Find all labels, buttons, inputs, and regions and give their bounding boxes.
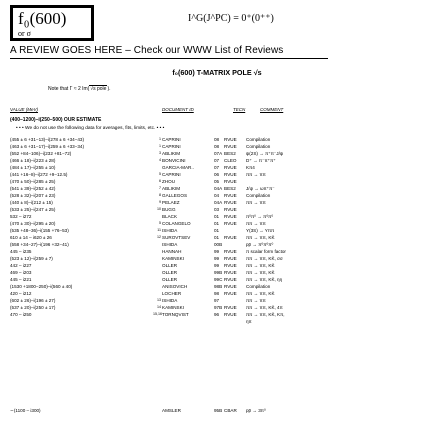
row-year: 01 [214,221,220,226]
row-tecn: RVUE [224,221,237,226]
column-header-comment: COMMENT [260,107,284,112]
row-docid[interactable]: ISHIDA [162,298,178,303]
table-row [10,298,430,305]
particle-alias: or σ [18,29,31,38]
row-docid[interactable]: TORNQVIST [162,312,189,317]
row-tecn: RVUE [224,277,237,282]
row-docid[interactable]: KAMINSKI [162,305,184,310]
row-value: (470 ± 30)–i(295 ± 20) [10,221,56,226]
row-year: 04A [214,200,223,205]
row-tecn: RVUE [224,263,237,268]
row-comment: ψ(2S) → π⁺π⁻J/ψ [246,151,284,156]
row-tecn: RVUE [224,179,237,184]
table-row [10,179,430,186]
row-docid[interactable]: AMSLER [162,408,181,413]
row-docid[interactable]: PELAEZ [162,200,180,205]
row-year: 08 [214,137,220,142]
row-footnote-ref[interactable]: 10 [157,207,161,211]
row-tecn: BES2 [224,186,236,191]
row-comment: D⁺ → π⁻π⁺π⁺ [246,158,276,163]
row-docid[interactable]: GARCIA-MAR.. [162,165,194,170]
row-comment: π⁰π⁰ → π⁰π⁰ [246,214,274,219]
column-header-value: VALUE (MeV) [10,107,39,112]
review-link[interactable]: A REVIEW GOES HERE – Check our WWW List of Reviews [10,45,284,56]
row-value: 445 – i235 [10,249,32,254]
row-tecn: RVUE [224,312,237,317]
row-footnote-ref[interactable]: 9 [159,200,161,204]
row-value: (440 ± 8)–i(212 ± 15) [10,200,53,205]
row-docid[interactable]: OLLER [162,270,178,275]
row-docid[interactable]: OLLER [162,277,178,282]
particle-name: f₀(600) [18,9,67,28]
row-tecn: RVUE [224,249,237,254]
row-docid[interactable]: ANISOVICH [162,284,188,289]
row-tecn: RVUE [224,270,237,275]
row-tecn: RVUE [224,207,237,212]
note-prefix: Note that Γ ≈ 2 Im( [48,86,90,92]
row-comment: pp̄ → π⁰π⁰π⁰ [246,242,274,247]
column-header-tecn: TECN [233,107,246,112]
row-comment: Compilation [246,137,271,142]
row-comment: Compilation [246,144,271,149]
row-tecn: RVUE [224,200,237,205]
table-row [10,200,430,207]
row-docid[interactable]: COLANGELO [162,221,191,226]
row-year: 08 [214,144,220,149]
row-year: 03 [214,207,220,212]
row-comment: J/ψ → ωπ⁺π⁻ [246,186,275,191]
row-tecn: RVUE [224,214,237,219]
row-year: 99C [214,277,223,282]
our-estimate: (400–1200)–i(250–500) OUR ESTIMATE [10,117,102,123]
table-row [10,228,430,235]
row-tecn: CLEO [224,158,237,163]
row-value: 445 – i221 [10,277,32,282]
row-value: (441 +16−8)–i(272 +9−12.5) [10,172,68,177]
row-footnote-ref[interactable]: 12 [157,235,161,239]
table-row [10,158,430,165]
row-docid[interactable]: ISHIDA [162,242,178,247]
row-value: 442 – i227 [10,263,32,268]
row-docid[interactable]: BUGG [162,207,176,212]
table-row [10,263,430,270]
row-year: 01 [214,235,220,240]
row-tecn: RVUE [224,172,237,177]
row-year: 07A [214,151,223,156]
row-tecn: RVUE [224,291,237,296]
row-year: 99 [214,249,220,254]
row-year: 05 [214,179,220,184]
row-year: 97 [214,298,220,303]
table-row [10,305,430,312]
row-footnote-ref[interactable]: 8 [159,193,161,197]
row-value: (484 ± 17)–i(255 ± 10) [10,165,56,170]
table-row [10,151,430,158]
row-year: 07 [214,158,220,163]
row-tecn: RVUE [224,284,237,289]
row-docid[interactable]: GALLEGOS [162,193,188,198]
row-docid[interactable]: CAPRINI [162,137,181,142]
row-year: 06 [214,172,220,177]
row-comment: ππ → ππ [246,298,266,303]
row-value: (558 +34−27)–i(196 +32−41) [10,242,69,247]
row-year: 96 [214,312,220,317]
row-year: 95B [214,408,223,413]
row-value: 470 – i250 [10,312,32,317]
row-docid[interactable]: CAPRINI [162,144,181,149]
table-row [10,249,430,256]
row-docid[interactable]: CAPRINI [162,172,181,177]
table-row [10,235,430,242]
row-value: (528 ± 32)–i(207 ± 23) [10,193,56,198]
row-comment: ππ → ππ, KK̄ [246,263,275,268]
row-comment: ππ → ππ, KK̄, 4π [246,305,283,310]
table-row [10,277,430,284]
note-suffix: ). [107,86,111,92]
row-tecn: RVUE [224,256,237,261]
row-docid[interactable]: LOCHER [162,291,182,296]
row-value: (470 ± 50)–i(285 ± 25) [10,179,56,184]
row-comment: pp̄ → 3π⁰ [246,408,266,413]
row-value: (455 ± 6 +31−13)–i(278 ± 6 +34−43) [10,137,85,142]
row-footnote-ref[interactable]: 4 [159,158,161,162]
row-year: 99 [214,263,220,268]
table-row [10,186,430,193]
row-value: (602 ± 26)–i(196 ± 27) [10,298,56,303]
row-footnote-ref[interactable]: 5 [159,172,161,176]
row-footnote-ref[interactable]: 11 [157,228,161,232]
table-row [10,242,430,249]
table-row [10,137,430,144]
row-docid[interactable]: ZHOU [162,179,176,184]
row-footnote-ref[interactable]: 5 [159,221,161,225]
row-comment: ππ → ππ, KK̄, Kπ, [246,312,285,317]
row-year: 98 [214,291,220,296]
row-tecn: CBAR [224,408,237,413]
row-value: (1530 +1800−250)–i(560 ± 40) [10,284,73,289]
row-docid[interactable]: OLLER [162,263,178,268]
row-footnote-ref[interactable]: 15,16 [153,312,162,316]
row-value: (552 +84−106)–i(232 +81−72) [10,151,72,156]
row-docid[interactable]: ABLIKIM [162,151,181,156]
row-tecn: BES2 [224,151,236,156]
row-year: 99B [214,270,223,275]
row-footnote-ref[interactable]: 1 [159,144,161,148]
note-sqrt: √s pole [90,86,107,92]
table-row [10,291,430,298]
row-value: (533 ± 25)–i(247 ± 25) [10,207,56,212]
table-row [10,221,430,228]
row-year: 97B [214,305,223,310]
row-tecn: RVUE [224,144,237,149]
row-comment: Compilation [246,193,271,198]
row-comment: ππ → ππ [246,200,266,205]
row-comment: ππ → ππ, KK̄ [246,270,275,275]
table-title: f₀(600) T-MATRIX POLE √s [172,68,262,77]
table-row [10,172,430,179]
row-year: 99 [214,256,220,261]
table-row [10,144,430,151]
header-divider [10,58,328,59]
table-row [10,284,430,291]
row-value: (535 +48−36)–i(155 +76−53) [10,228,69,233]
row-value: 469 – i203 [10,270,32,275]
row-year: 07 [214,165,220,170]
row-comment: ππ → ππ [246,172,266,177]
row-year: 01 [214,214,220,219]
row-value: (466 ± 18)–i(223 ± 28) [10,158,56,163]
row-docid[interactable]: BLACK [162,214,178,219]
data-rows [10,137,430,326]
row-docid[interactable]: KAMINSKI [162,256,184,261]
not-used-notice: • • • We do not use the following data for averages, fits, limits, etc. • • • [16,126,165,131]
table-row [10,270,430,277]
row-footnote-ref[interactable]: 13 [157,298,161,302]
table-row [10,193,430,200]
row-year: 00B [214,242,223,247]
row-comment: ππ → ππ [246,221,266,226]
row-tecn: RVUE [224,305,237,310]
row-footnote-ref[interactable]: 14 [157,305,161,309]
table-row [10,165,430,172]
row-footnote-ref[interactable]: 3 [159,151,161,155]
table-row [10,207,430,214]
row-comment: ππ → ππ, KK̄ [246,235,275,240]
row-docid[interactable]: ISHIDA [162,228,178,233]
row-footnote-ref[interactable]: 6 [159,179,161,183]
row-value: 532 – i272 [10,214,32,219]
row-footnote-ref[interactable]: 7 [159,186,161,190]
row-year: 98B [214,284,223,289]
row-docid[interactable]: ABLIKIM [162,186,181,191]
row-value: 610 ± 14 – i620 ± 26 [10,235,52,240]
row-year: 01 [214,228,220,233]
row-year: 04A [214,186,223,191]
row-comment: Υ(3S) → Υππ [246,228,275,233]
row-year: 04 [214,193,220,198]
row-comment: ππ → ππ, KK̄, σσ [246,256,283,261]
row-comment: Kπ4 [246,165,255,170]
row-comment: ηπ [246,319,252,324]
table-row [10,214,430,221]
row-docid[interactable]: HANNAH [162,249,182,254]
row-value: (537 ± 20)–i(250 ± 17) [10,305,56,310]
width-note [48,86,111,92]
row-tecn: RVUE [224,193,237,198]
table-row [10,256,430,263]
row-value: (541 ± 39)–i(252 ± 42) [10,186,56,191]
row-value: (463 ± 6 +31−17)–i(259 ± 6 +33−34) [10,144,85,149]
row-value: ∼(1100 – i300) [10,408,41,413]
row-docid[interactable]: BONVICINI [162,158,186,163]
quantum-numbers: I^G(J^PC) = 0⁺(0⁺⁺) [188,13,274,24]
row-comment: ππ → ππ, KK̄ [246,291,275,296]
row-comment: Compilation [246,284,271,289]
particle-title-box [10,5,94,41]
table-row [10,312,430,319]
row-comment: π scalar form factor [246,249,286,254]
row-value: (523 ± 12)–i(259 ± 7) [10,256,53,261]
row-value: 420 – i212 [10,291,32,296]
row-comment: ππ → ππ, KK̄, ηη [246,277,283,282]
column-header-docid: DOCUMENT ID [162,107,194,112]
row-tecn: RVUE [224,235,237,240]
table-row [10,319,430,326]
row-docid[interactable]: SUROVTSEV [162,235,191,240]
row-footnote-ref[interactable]: 1 [159,137,161,141]
row-tecn: RVUE [224,137,237,142]
row-tecn: RVUE [224,165,237,170]
